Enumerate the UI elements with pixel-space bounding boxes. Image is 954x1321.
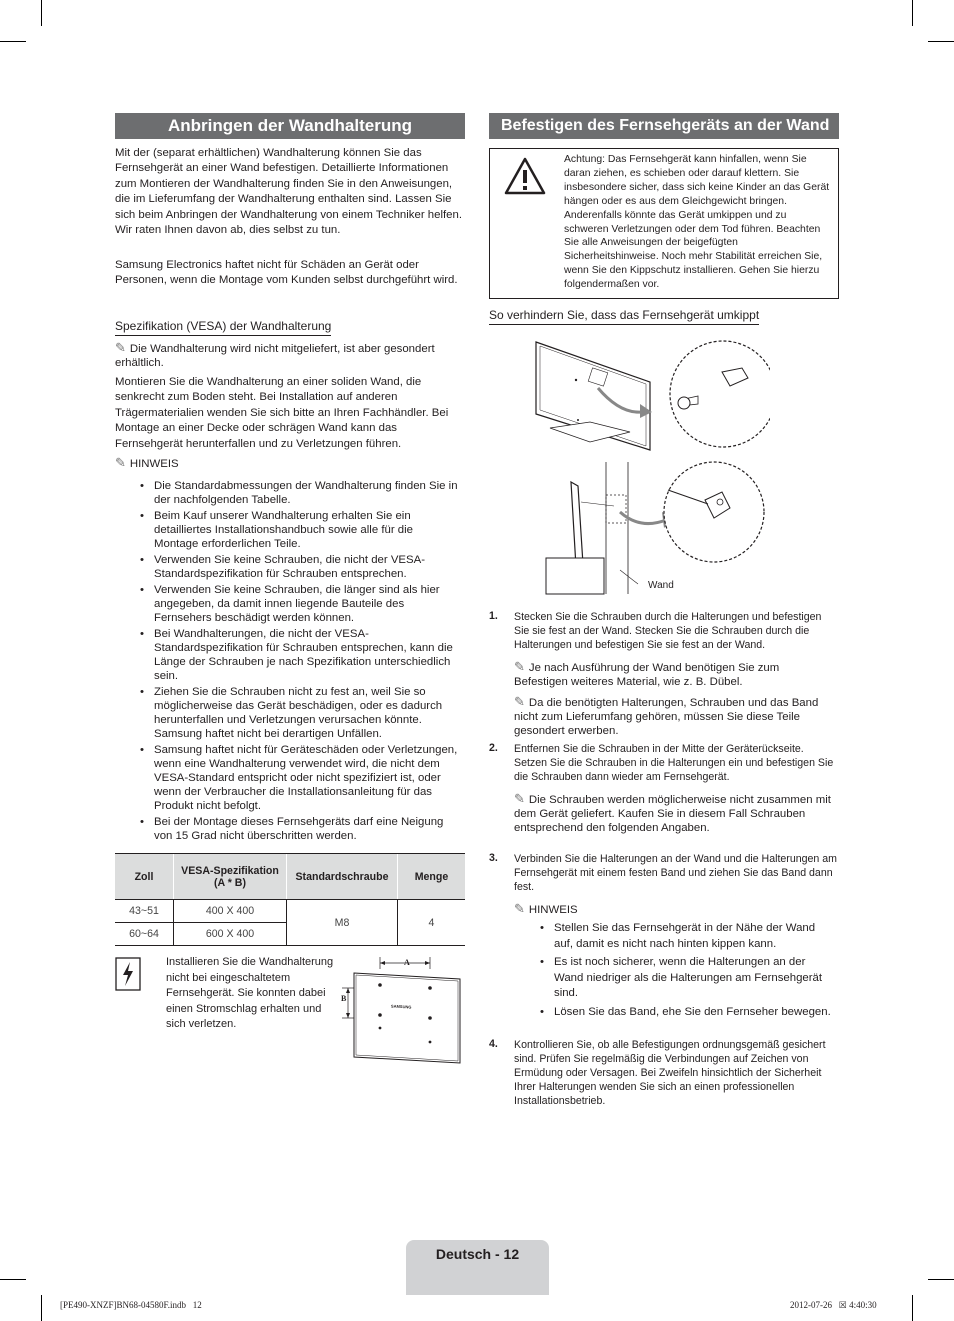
col-header-qty: Menge <box>398 854 466 900</box>
step-text: Stecken Sie die Schrauben durch die Halterungen und befestigen Sie sie fest an der Wand. Stecken Sie die Schrauben durch die Halterungen und befestigen Sie sie fest an der Wand. <box>514 611 822 651</box>
cell-vesa: 400 X 400 <box>174 900 287 923</box>
dimension-a-label: A <box>404 958 410 967</box>
dimension-b-label: B <box>341 994 347 1003</box>
list-item: • Samsung haftet nicht für Geräteschäden oder Verletzungen, wenn eine Wandhalterung verwendet wird, die nicht dem VESA-Standard entspricht oder nicht spezifiziert ist, oder wenn der Verbraucher die Installationsanleitung für das Produkt nicht befolgt. <box>140 743 460 813</box>
pencil-note-icon: ✎ <box>514 659 525 674</box>
step-number: 4. <box>489 1038 498 1050</box>
crop-mark <box>0 1279 26 1280</box>
table-row <box>115 900 465 923</box>
cell-vesa: 600 X 400 <box>174 923 287 946</box>
step-number: 1. <box>489 610 498 622</box>
page-number-tab <box>406 1240 549 1295</box>
print-file-info: [PE490-XNZF]BN68-04580F.indb 12 <box>60 1300 202 1310</box>
hinweis-list <box>540 921 836 1022</box>
warning-triangle-icon <box>504 157 546 195</box>
cell-qty: 4 <box>398 900 466 946</box>
crop-mark <box>0 41 26 42</box>
cell-zoll: 43~51 <box>115 900 174 923</box>
list-item: • Bei Wandhalterungen, die nicht der VESA-Standardspezifikation für Schrauben entsprechen, kann die Länge der Schrauben je nach Spezifikation unterschiedlich sein. <box>140 627 460 683</box>
tv-wall-strap-illustration <box>540 460 770 595</box>
section-title-wall-mount: Anbringen der Wandhalterung <box>115 113 465 139</box>
crop-mark <box>912 1295 913 1321</box>
step-number: 2. <box>489 742 498 754</box>
vesa-heading: Spezifikation (VESA) der Wandhalterung <box>115 318 331 336</box>
tip-prevention-heading: So verhindern Sie, dass das Fernsehgerät umkippt <box>489 307 759 325</box>
cell-screw: M8 <box>287 900 398 946</box>
note-wall-material: ✎ Je nach Ausführung der Wand benötigen Sie zum Befestigen weiteres Material, wie z. B. Dübel. <box>514 659 780 688</box>
mount-paragraph: Montieren Sie die Wandhalterung an einer soliden Wand, die senkrecht zum Boden steht. Bei Installation auf anderen Trägermaterialien wenden Sie sich bitte an Ihren Fachhändler. Bei Montage an einer Decke oder schrägen Wand kann das Fernsehgerät herunterfallen und zu Verletzungen führen. <box>115 376 449 450</box>
caution-box <box>489 148 839 299</box>
step-text: Verbinden Sie die Halterungen an der Wand und die Halterungen am Fernsehgerät mit einem festen Band und ziehen Sie das Band dann fest. <box>514 853 837 893</box>
list-item: • Die Standardabmessungen der Wandhalterung finden Sie in der nachfolgenden Tabelle. <box>140 479 460 507</box>
note-screws: ✎ Die Schrauben werden möglicherweise nicht zusammen mit dem Gerät geliefert. Kaufen Sie in diesem Fall Schrauben entsprechend den folgenden Angaben. <box>514 791 831 834</box>
crop-mark <box>928 41 954 42</box>
crop-mark <box>41 1295 42 1321</box>
list-item: • Bei der Montage dieses Fernsehgeräts darf eine Neigung von 15 Grad nicht überschritten werden. <box>140 815 460 843</box>
section-title-wall-fix: Befestigen des Fernsehgeräts an der Wand <box>489 113 839 139</box>
col-header-vesa: VESA-Spezifikation (A * B) <box>174 854 287 900</box>
liability-paragraph: Samsung Electronics haftet nicht für Schäden an Gerät oder Personen, wenn die Montage vom Kunden selbst durchgeführt wird. <box>115 259 458 287</box>
pencil-note-icon: ✎ <box>115 455 126 470</box>
page-number: Deutsch - 12 <box>435 1246 520 1262</box>
list-item: • Verwenden Sie keine Schrauben, die länger sind als hier angegeben, da damit innen liegende Bauteile des Fernsehers beschädigt werden können. <box>140 583 460 625</box>
pencil-note-icon: ✎ <box>115 340 126 355</box>
cell-zoll: 60~64 <box>115 923 174 946</box>
wall-label: Wand <box>648 580 674 591</box>
pencil-note-icon: ✎ <box>514 791 525 806</box>
step-number: 3. <box>489 852 498 864</box>
list-item: • Beim Kauf unserer Wandhalterung erhalten Sie ein detailliertes Installationshandbuch sowie alle für die Montage erforderlichen Teile. <box>140 509 460 551</box>
tv-brand-label: SAMSUNG <box>390 1003 412 1010</box>
list-item: • Ziehen Sie die Schrauben nicht zu fest an, weil Sie so möglicherweise das Gerät beschädigen, oder es dadurch herunterfallen und Verletzungen verursachen könnte. Samsung haftet nicht bei derartigen Unfällen. <box>140 685 460 741</box>
crop-mark <box>928 1279 954 1280</box>
intro-paragraph: Mit der (separat erhältlichen) Wandhalterung können Sie das Fernsehgerät an einer Wand befestigen. Detaillierte Informationen zum Montieren der Wandhalterung finden Sie in den Anweisungen, die im Lieferumfang der Wandhalterung enthalten sind. Lassen Sie sich beim Anbringen der Wandhalterung von einem Techniker helfen. Wir raten Ihnen davon ab, dies selbst zu tun. <box>115 147 462 237</box>
shock-warning-text: Installieren Sie die Wandhalterung nicht bei eingeschaltetem Fernsehgerät. Sie konnten dabei einen Stromschlag erhalten und sich verletzen. <box>166 956 334 1031</box>
list-item: • Lösen Sie das Band, ehe Sie den Fernseher bewegen. <box>540 1005 836 1021</box>
electric-shock-warning-icon <box>115 957 141 991</box>
pencil-note-icon: ✎ <box>514 901 525 916</box>
step-text: Entfernen Sie die Schrauben in der Mitte der Geräterückseite. Setzen Sie die Schrauben in die Halterungen ein und befestigen Sie die Schrauben dann wieder am Fernsehgerät. <box>514 743 834 783</box>
hinweis-label: ✎ HINWEIS <box>514 901 578 916</box>
step-text: Kontrollieren Sie, ob alle Befestigungen ordnungsgemäß gesichert sind. Prüfen Sie regelmäßig die Verbindungen auf Zeichen von Ermüdung oder Versagen. Bei Zweifeln hinsichtlich der Sicherheit Ihrer Halterungen wenden Sie sich an einen professionellen Installationsbetrieb. <box>514 1039 826 1107</box>
col-header-screw: Standardschraube <box>287 854 398 900</box>
caution-label: Achtung <box>564 154 603 165</box>
vesa-table <box>115 853 465 946</box>
print-date-info: 2012-07-26 ☒ 4:40:30 <box>790 1300 877 1310</box>
caution-text: Achtung: Das Fernsehgerät kann hinfallen, wenn Sie daran ziehen, es schieben oder darauf klettern. Sie insbesondere sicher, dass sich keine Kinder an das Gerät hängen oder es aus dem Gleichgewicht bringen. Anderenfalls könnte das Gerät umkippen und zu schweren Verletzungen oder dem Tod führen. Beachten Sie alle Anweisungen der beigefügten Sicherheitshinweise. Noch mehr Stabilität erreichen Sie, wenn Sie den Kippschutz installieren. Gehen Sie hierzu folgendermaßen vor. <box>564 154 830 291</box>
list-item: • Stellen Sie das Fernsehgerät in der Nähe der Wand auf, damit es nicht nach hinten kippen kann. <box>540 921 836 952</box>
crop-mark <box>41 0 42 26</box>
hinweis-list <box>140 479 460 845</box>
list-item: • Es ist noch sicherer, wenn die Halterungen an der Wand niedriger als die Halterungen am Fernsehgerät sind. <box>540 955 836 1002</box>
note-not-included: ✎ Die Wandhalterung wird nicht mitgeliefert, ist aber gesondert erhältlich. <box>115 340 435 369</box>
hinweis-label: ✎ HINWEIS <box>115 455 179 470</box>
pencil-note-icon: ✎ <box>514 694 525 709</box>
crop-mark <box>912 0 913 26</box>
note-parts-not-included: ✎ Da die benötigten Halterungen, Schrauben und das Band nicht zum Lieferumfang gehören, müssen Sie diese Teile gesondert erwerben. <box>514 694 819 737</box>
col-header-zoll: Zoll <box>115 854 174 900</box>
tv-bracket-illustration <box>530 338 770 458</box>
list-item: • Verwenden Sie keine Schrauben, die nicht der VESA-Standardspezifikation für Schrauben entsprechen. <box>140 553 460 581</box>
tv-back-dimension-diagram <box>338 955 464 1065</box>
